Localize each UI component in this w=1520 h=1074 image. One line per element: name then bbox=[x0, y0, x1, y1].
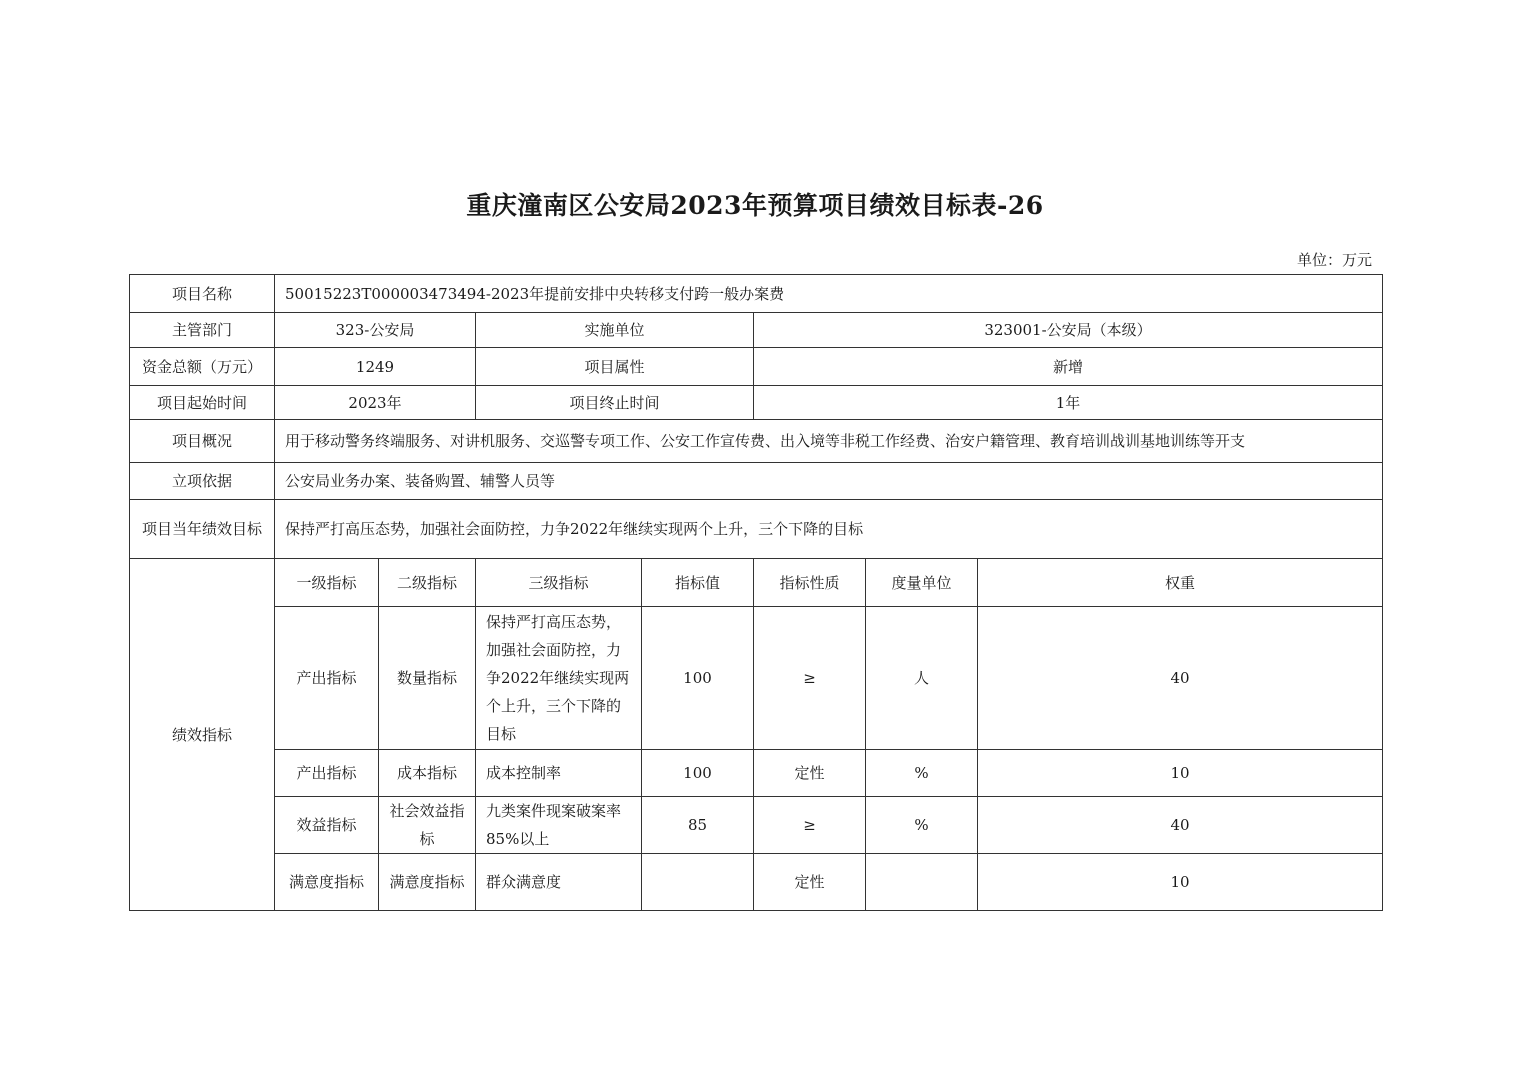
header-l1: 一级指标 bbox=[275, 559, 379, 607]
row1-value: 100 bbox=[642, 607, 754, 750]
row-fund bbox=[130, 348, 1383, 386]
performance-table bbox=[129, 274, 1383, 911]
row2-weight: 10 bbox=[978, 750, 1383, 797]
header-l3: 三级指标 bbox=[476, 559, 642, 607]
table-row bbox=[130, 797, 1383, 854]
row-project-name bbox=[130, 275, 1383, 313]
project-name-label: 项目名称 bbox=[130, 275, 275, 313]
basis-value: 公安局业务办案、装备购置、辅警人员等 bbox=[275, 463, 1383, 500]
overview-label: 项目概况 bbox=[130, 420, 275, 463]
header-l2: 二级指标 bbox=[379, 559, 476, 607]
row4-value bbox=[642, 854, 754, 911]
row-basis bbox=[130, 463, 1383, 500]
header-weight: 权重 bbox=[978, 559, 1383, 607]
row2-l2: 成本指标 bbox=[379, 750, 476, 797]
row1-l2: 数量指标 bbox=[379, 607, 476, 750]
row-time bbox=[130, 386, 1383, 420]
dept-value: 323-公安局 bbox=[275, 313, 476, 348]
row4-l2: 满意度指标 bbox=[379, 854, 476, 911]
table-row bbox=[130, 750, 1383, 797]
row3-weight: 40 bbox=[978, 797, 1383, 854]
attr-label: 项目属性 bbox=[476, 348, 754, 386]
perf-header-row bbox=[130, 559, 1383, 607]
start-label: 项目起始时间 bbox=[130, 386, 275, 420]
row-overview bbox=[130, 420, 1383, 463]
row3-l2: 社会效益指标 bbox=[379, 797, 476, 854]
row2-nature: 定性 bbox=[754, 750, 866, 797]
row4-nature: 定性 bbox=[754, 854, 866, 911]
overview-value: 用于移动警务终端服务、对讲机服务、交巡警专项工作、公安工作宣传费、出入境等非税工作经费、治安户籍管理、教育培训战训基地训练等开支 bbox=[275, 420, 1383, 463]
row3-value: 85 bbox=[642, 797, 754, 854]
perf-label: 绩效指标 bbox=[130, 559, 275, 911]
header-value: 指标值 bbox=[642, 559, 754, 607]
row4-unit bbox=[866, 854, 978, 911]
row2-unit: % bbox=[866, 750, 978, 797]
row1-unit: 人 bbox=[866, 607, 978, 750]
impl-label: 实施单位 bbox=[476, 313, 754, 348]
fund-label: 资金总额（万元） bbox=[130, 348, 275, 386]
goal-label: 项目当年绩效目标 bbox=[130, 500, 275, 559]
row3-nature: ≥ bbox=[754, 797, 866, 854]
end-label: 项目终止时间 bbox=[476, 386, 754, 420]
unit-label: 单位：万元 bbox=[1296, 251, 1372, 269]
project-name-value: 50015223T000003473494-2023年提前安排中央转移支付跨一般办案费 bbox=[275, 275, 1383, 313]
row2-l1: 产出指标 bbox=[275, 750, 379, 797]
row1-l3: 保持严打高压态势，加强社会面防控，力争2022年继续实现两个上升，三个下降的目标 bbox=[476, 607, 642, 750]
attr-value: 新增 bbox=[754, 348, 1383, 386]
start-value: 2023年 bbox=[275, 386, 476, 420]
goal-value: 保持严打高压态势，加强社会面防控，力争2022年继续实现两个上升，三个下降的目标 bbox=[275, 500, 1383, 559]
row3-l1: 效益指标 bbox=[275, 797, 379, 854]
table-row bbox=[130, 854, 1383, 911]
row1-weight: 40 bbox=[978, 607, 1383, 750]
row3-unit: % bbox=[866, 797, 978, 854]
row-department bbox=[130, 313, 1383, 348]
header-unit: 度量单位 bbox=[866, 559, 978, 607]
impl-value: 323001-公安局（本级） bbox=[754, 313, 1383, 348]
row4-l1: 满意度指标 bbox=[275, 854, 379, 911]
row2-l3: 成本控制率 bbox=[476, 750, 642, 797]
header-nature: 指标性质 bbox=[754, 559, 866, 607]
row3-l3: 九类案件现案破案率85%以上 bbox=[476, 797, 642, 854]
table-row bbox=[130, 607, 1383, 750]
fund-value: 1249 bbox=[275, 348, 476, 386]
end-value: 1年 bbox=[754, 386, 1383, 420]
row-goal bbox=[130, 500, 1383, 559]
row1-nature: ≥ bbox=[754, 607, 866, 750]
row4-weight: 10 bbox=[978, 854, 1383, 911]
row4-l3: 群众满意度 bbox=[476, 854, 642, 911]
row2-value: 100 bbox=[642, 750, 754, 797]
dept-label: 主管部门 bbox=[130, 313, 275, 348]
row1-l1: 产出指标 bbox=[275, 607, 379, 750]
basis-label: 立项依据 bbox=[130, 463, 275, 500]
page-title: 重庆潼南区公安局2023年预算项目绩效目标表-26 bbox=[466, 191, 1044, 220]
